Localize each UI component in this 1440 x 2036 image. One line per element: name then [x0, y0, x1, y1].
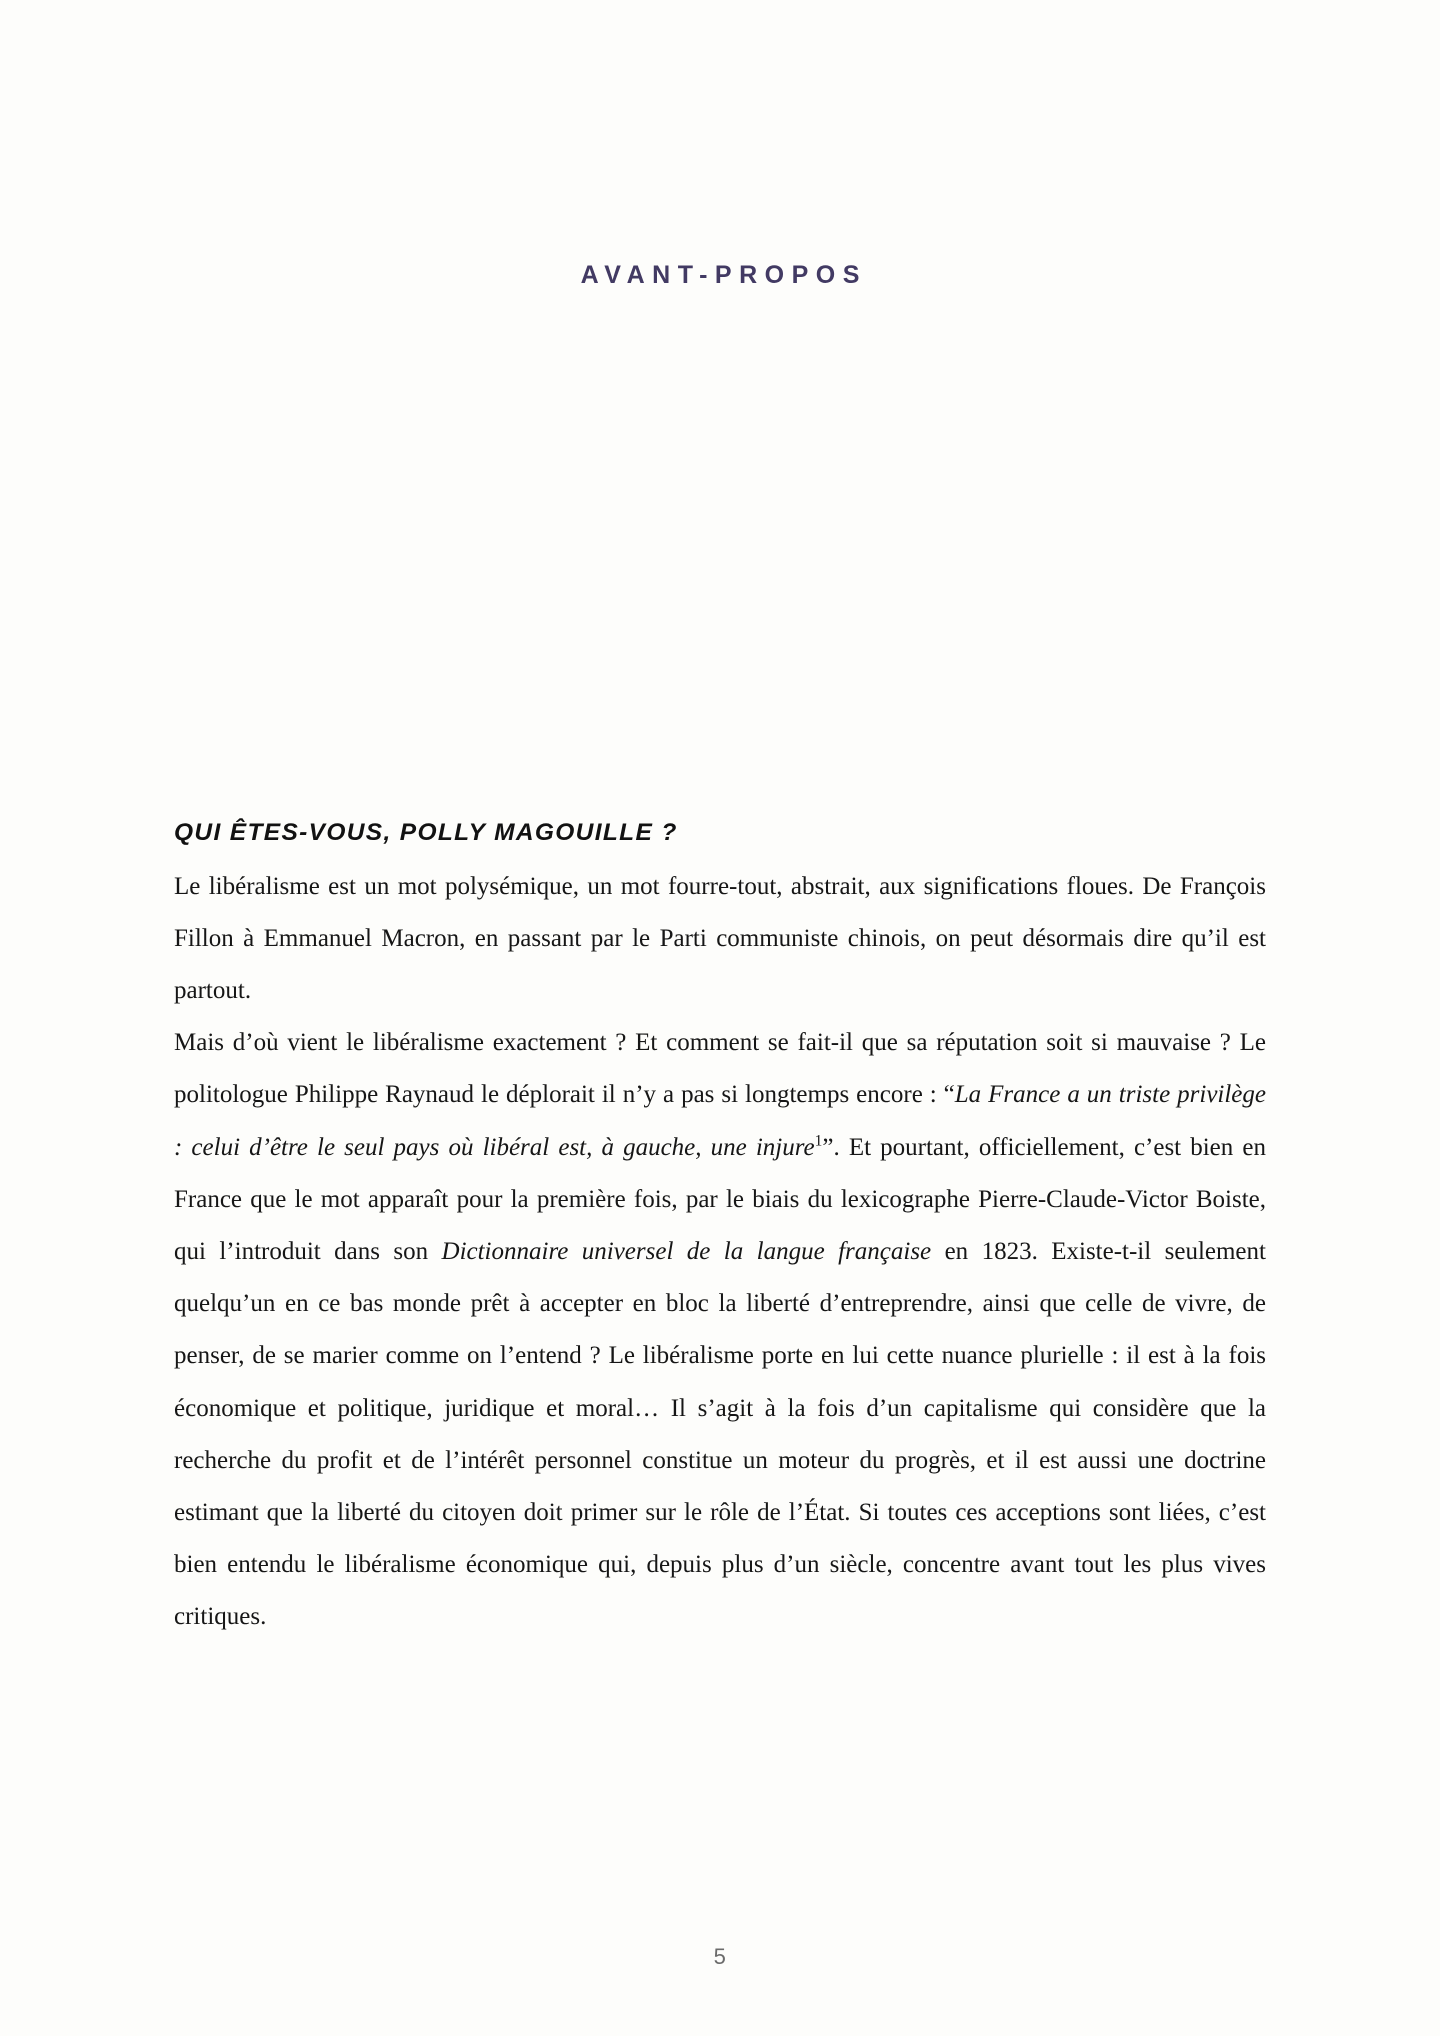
paragraph-2-run-2: ”. Et pourtant, officiellement, c’est bien en France que le mot apparaît pour la première fois, par le biais du lexicographe Pierre-Claude-Victor Boiste, qui l’introduit dans son [174, 1133, 1266, 1266]
book-title-italic: Dictionnaire universel de la langue française [441, 1238, 932, 1266]
raynaud-quote-italic: La France a un triste privilège : celui d’être le seul pays où libéral [174, 1081, 1266, 1161]
body-paragraph-2 [174, 1017, 1266, 1643]
paragraph-2-run-1: Mais d’où vient le libéralisme exactement ? Et comment se fait-il que sa réputation soit si mauvaise ? Le politologue Philippe Raynaud le déplorait il n’y a pas si longtemps encore : “ [174, 1029, 1266, 1109]
chapter-header: AVANT-PROPOS [580, 261, 867, 289]
footnote-reference-1[interactable]: 1 [814, 1132, 823, 1150]
text-column [174, 818, 1266, 1644]
section-heading: QUI ÊTES-VOUS, POLLY MAGOUILLE ? [174, 819, 678, 846]
raynaud-quote-emphasis: est, à gauche, une injure [558, 1133, 815, 1161]
body-paragraph-1: Le libéralisme est un mot polysémique, un mot fourre-tout, abstrait, aux significations floues. De François Fillon à Emmanuel Macron, en passant par le Parti communiste chinois, on peut désormais dire qu’il est partout. [174, 872, 1266, 1005]
paragraph-2-run-3: en 1823. Existe-t-il seulement quelqu’un en ce bas monde prêt à accepter en bloc la liberté d’entreprendre, ainsi que celle de vivre, de penser, de se marier comme on l’entend ? Le libéralisme porte en lui cette nuance plurielle : il est à la fois économique et politique, juridique et moral… Il s’agit à la fois d’un capitalisme qui considère que la recherche du profit et de l’intérêt personnel constitue un moteur du progrès, et il est aussi une doctrine estimant que la liberté du citoyen doit primer sur le rôle de l’État. Si toutes ces acceptions sont liées, c’est bien entendu le libéralisme économique qui, depuis plus d’un siècle, concentre avant tout les plus vives critiques. [174, 1238, 1266, 1631]
page-number: 5 [713, 1944, 727, 1969]
